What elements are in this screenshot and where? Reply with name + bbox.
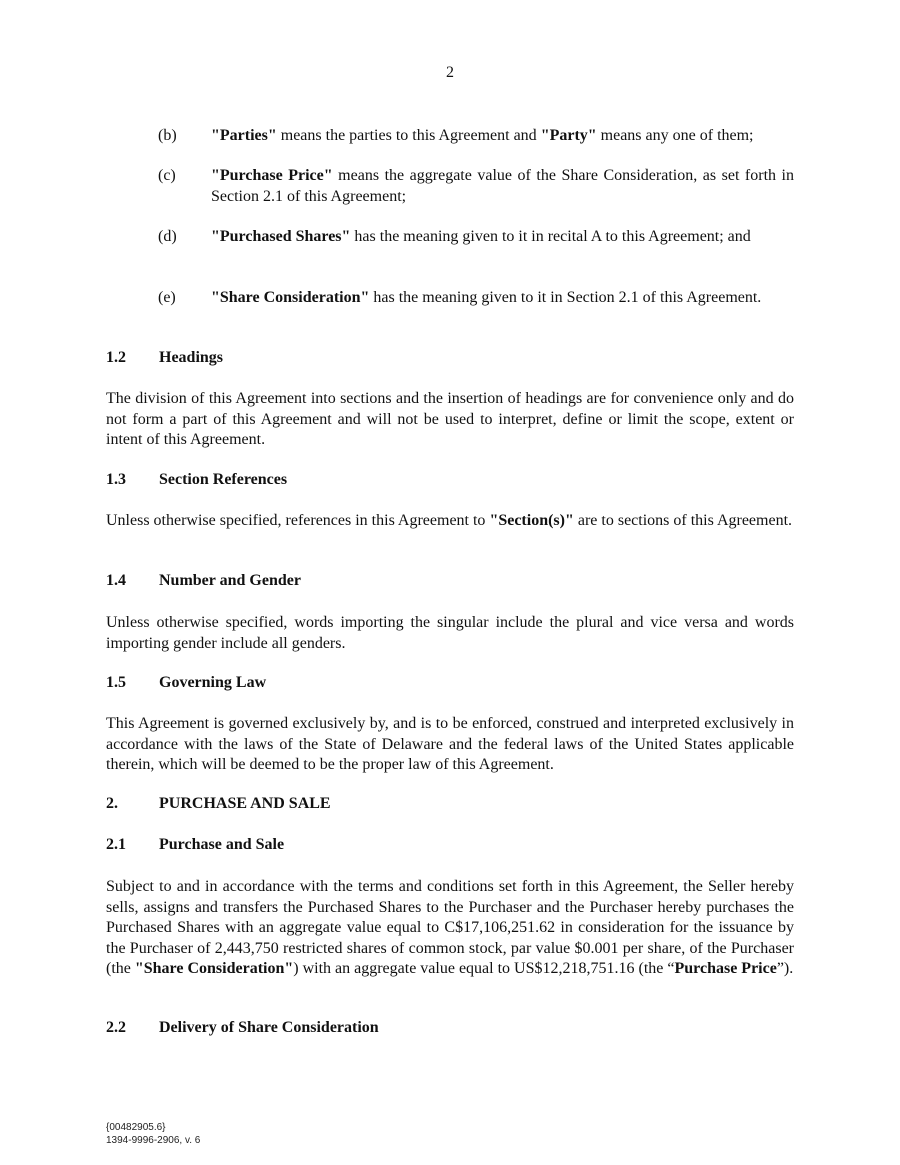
definition-label: (c): [158, 167, 176, 184]
definition-d: [158, 227, 794, 248]
section-number: 1.2: [106, 349, 126, 366]
document-footer: [106, 1122, 200, 1147]
defined-term: "Section(s)": [489, 512, 574, 529]
defined-term: "Purchased Shares": [211, 228, 351, 245]
defined-term: "Share Consideration": [211, 289, 370, 306]
definition-text: means the parties to this Agreement and: [276, 127, 541, 144]
definition-label: (d): [158, 228, 177, 245]
definition-label: (b): [158, 127, 177, 144]
defined-term: "Purchase Price": [211, 167, 333, 184]
section-title: Headings: [159, 349, 224, 366]
section-heading-2-1: [106, 836, 284, 854]
section-body-1-4: Unless otherwise specified, words importing the singular include the plural and vice versa and words importing gender include all genders.: [106, 614, 794, 652]
definition-b: [158, 126, 794, 147]
section-heading-1-4: [106, 572, 301, 590]
section-heading-1-5: [106, 674, 266, 692]
section-title: Governing Law: [159, 674, 267, 691]
section-number: 2.2: [106, 1019, 126, 1036]
defined-term: "Party": [540, 127, 597, 144]
defined-term: "Parties": [211, 127, 277, 144]
body-text: Unless otherwise specified, references in this Agreement to: [106, 512, 490, 529]
article-title: PURCHASE AND SALE: [159, 795, 331, 812]
section-number: 1.3: [106, 471, 126, 488]
section-number: 1.5: [106, 674, 126, 691]
section-title: Delivery of Share Consideration: [159, 1019, 379, 1036]
defined-term: "Share Consideration": [134, 960, 294, 977]
section-heading-1-3: [106, 471, 287, 489]
definition-text: has the meaning given to it in Section 2.1 of this Agreement.: [369, 289, 762, 306]
definition-text: means the aggregate value of the Share Consideration, as set forth in Section 2.1 of this Agreement;: [211, 167, 794, 205]
definition-label: (e): [158, 289, 176, 306]
section-body-1-3: [106, 511, 794, 532]
section-body-2-1: [106, 877, 794, 980]
body-text: Subject to and in accordance with the terms and conditions set forth in this Agreement, the Seller hereby sells, assigns and transfers the Purchased Shares to the Purchaser and the Purchaser hereby purchases the Purchased Shares with an aggregate value equal to C$17,106,251.62 in consideration for the issuance by the Purchaser of 2,443,750 restricted shares of common stock, par value $0.001 per share, of the Purchaser (the: [106, 878, 794, 977]
page-number: 2: [446, 64, 454, 81]
section-title: Section References: [159, 471, 288, 488]
body-text: ) with an aggregate value equal to US$12,218,751.16 (the “: [293, 960, 675, 977]
section-title: Number and Gender: [159, 572, 301, 589]
body-text: ”).: [776, 960, 794, 977]
definition-c: [158, 166, 794, 207]
definition-text: means any one of them;: [596, 127, 754, 144]
section-body-1-5: This Agreement is governed exclusively by, and is to be enforced, construed and interpreted exclusively in accordance with the laws of the State of Delaware and the federal laws of the United States applicable therein, which will be deemed to be the proper law of this Agreement.: [106, 715, 794, 773]
article-heading-2: [106, 795, 331, 813]
document-id: {00482905.6}: [106, 1122, 166, 1133]
definition-text: has the meaning given to it in recital A to this Agreement; and: [350, 228, 751, 245]
section-body-1-2: The division of this Agreement into sections and the insertion of headings are for convenience only and do not form a part of this Agreement and will not be used to interpret, define or limit the scope, extent or intent of this Agreement.: [106, 390, 794, 448]
document-version: 1394-9996-2906, v. 6: [106, 1134, 201, 1146]
section-number: 1.4: [106, 572, 126, 589]
defined-term: Purchase Price: [674, 960, 777, 977]
section-heading-2-2: [106, 1019, 379, 1037]
section-heading-1-2: [106, 349, 223, 367]
body-text: are to sections of this Agreement.: [573, 512, 793, 529]
section-title: Purchase and Sale: [159, 836, 285, 853]
definition-e: [158, 288, 794, 309]
article-number: 2.: [106, 795, 118, 812]
section-number: 2.1: [106, 836, 126, 853]
